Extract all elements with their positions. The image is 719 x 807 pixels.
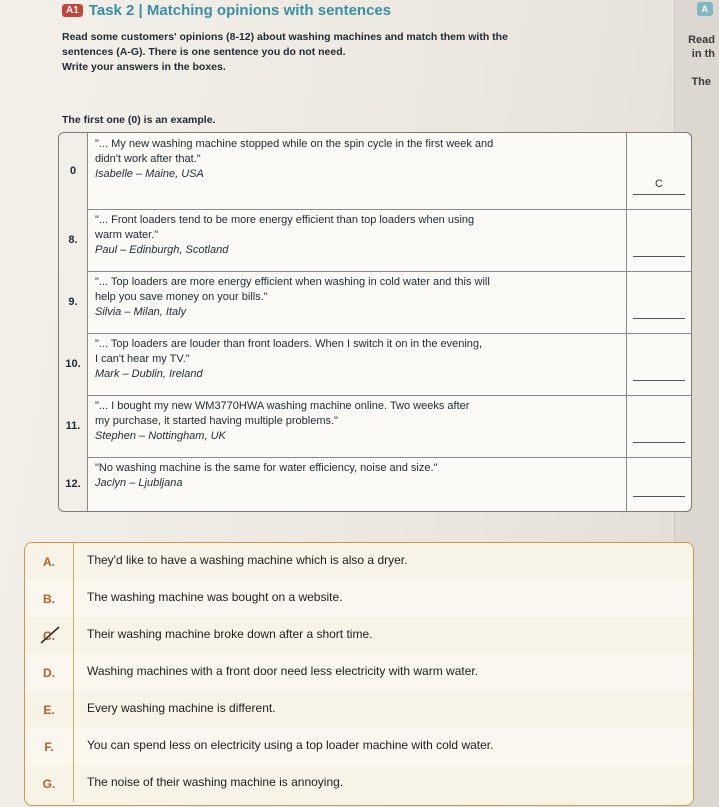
answer-cell (626, 395, 691, 457)
opinion-text (95, 399, 615, 444)
opinion-quote-line: didn't work after that." (95, 153, 201, 165)
crossed-out-mark-icon (39, 625, 61, 645)
sentence-text: The noise of their washing machine is annoying. (87, 775, 344, 789)
opinion-author: Stephen – Nottingham, UK (95, 430, 226, 442)
sentence-text: The washing machine was bought on a website. (87, 590, 343, 604)
answer-box[interactable] (633, 302, 685, 319)
task-header (62, 0, 662, 19)
opinion-quote-line: "... Top loaders are more energy efficient when washing in cold water and this will (95, 276, 490, 288)
opinion-quote-line: I can't hear my TV." (95, 353, 190, 365)
answer-box[interactable] (633, 364, 685, 381)
answer-box[interactable]: C (633, 178, 685, 195)
opinion-number: 0 (59, 133, 88, 209)
sentences-table (24, 542, 694, 806)
task-title (62, 2, 662, 19)
answer-box[interactable] (633, 426, 685, 443)
answer-cell (626, 457, 691, 511)
sentence-row (25, 617, 693, 655)
sentence-letter: A. (25, 543, 74, 580)
sentence-row (25, 765, 693, 802)
sentence-letter: B. (25, 580, 74, 617)
opinion-author: Mark – Dublin, Ireland (95, 368, 203, 380)
side-word-the: The (691, 76, 711, 88)
answer-cell (626, 333, 691, 395)
opinion-author: Silvia – Milan, Italy (95, 306, 187, 318)
instructions (62, 30, 652, 75)
example-note: The first one (0) is an example. (62, 114, 216, 126)
side-word-in: in th (691, 48, 715, 60)
opinion-quote-line: "... My new washing machine stopped while on the spin cycle in the first week and (95, 138, 494, 150)
opinion-text (95, 461, 615, 491)
opinion-number: 9. (59, 271, 88, 333)
sentence-text: They'd like to have a washing machine which is also a dryer. (87, 553, 408, 567)
answer-box[interactable] (633, 480, 685, 497)
opinion-text (95, 213, 615, 258)
sentence-text: You can spend less on electricity using a top loader machine with cold water. (87, 738, 494, 752)
answer-cell (626, 271, 691, 333)
opinion-row (59, 333, 691, 396)
opinion-number: 8. (59, 209, 88, 271)
sentence-row (25, 691, 693, 729)
sentence-row (25, 543, 693, 581)
instruction-line-1: Read some customers' opinions (8-12) about washing machines and match them with the (62, 31, 508, 43)
opinion-quote-line: my purchase, it started having multiple problems." (95, 415, 338, 427)
opinion-quote-line: help you save money on your bills." (95, 291, 268, 303)
opinion-row (59, 457, 691, 511)
sentence-letter: E. (25, 691, 74, 728)
opinion-number: 12. (59, 457, 88, 511)
opinion-quote-line: "... Top loaders are louder than front loaders. When I switch it on in the evening, (95, 338, 483, 350)
sentence-letter: C. (25, 617, 74, 654)
task-title-text: Task 2 | Matching opinions with sentences (88, 2, 392, 19)
sentence-row (25, 728, 693, 766)
answer-cell (626, 133, 691, 209)
opinion-number: 11. (59, 395, 88, 457)
opinion-author: Jaclyn – Ljubljana (95, 477, 183, 489)
side-word-read: Read (688, 34, 715, 46)
sentence-row (25, 654, 693, 692)
opinion-quote-line: "... I bought my new WM3770HWA washing machine online. Two weeks after (95, 400, 470, 412)
opinion-quote-line: warm water." (95, 229, 159, 241)
answer-box[interactable] (633, 240, 685, 257)
opinion-text (95, 137, 615, 182)
opinion-text (95, 337, 615, 382)
opinion-row (59, 209, 691, 272)
opinions-table (58, 132, 692, 512)
sentence-text: Washing machines with a front door need less electricity with warm water. (87, 664, 479, 678)
answer-cell (626, 209, 691, 271)
opinion-quote-line: "... Front loaders tend to be more energy efficient than top loaders when using (95, 214, 475, 226)
sentence-text: Every washing machine is different. (87, 701, 276, 715)
opinion-text (95, 275, 615, 320)
sentence-row (25, 580, 693, 618)
opinion-row (59, 271, 691, 334)
opinion-row (59, 133, 691, 210)
sentence-letter: G. (25, 765, 74, 802)
opinion-quote-line: "No washing machine is the same for water efficiency, noise and size." (95, 462, 438, 474)
level-badge: A1 (62, 4, 83, 17)
opinion-row (59, 395, 691, 458)
sentence-letter: D. (25, 654, 74, 691)
instruction-line-2: sentences (A-G). There is one sentence you do not need. (62, 46, 346, 58)
opinion-number: 10. (59, 333, 88, 395)
instruction-line-3: Write your answers in the boxes. (62, 61, 226, 73)
sentence-text: Their washing machine broke down after a short time. (87, 627, 373, 641)
opinion-author: Isabelle – Maine, USA (95, 168, 204, 180)
opinion-author: Paul – Edinburgh, Scotland (95, 244, 229, 256)
sentence-letter: F. (25, 728, 74, 765)
side-badge: A (697, 2, 714, 16)
